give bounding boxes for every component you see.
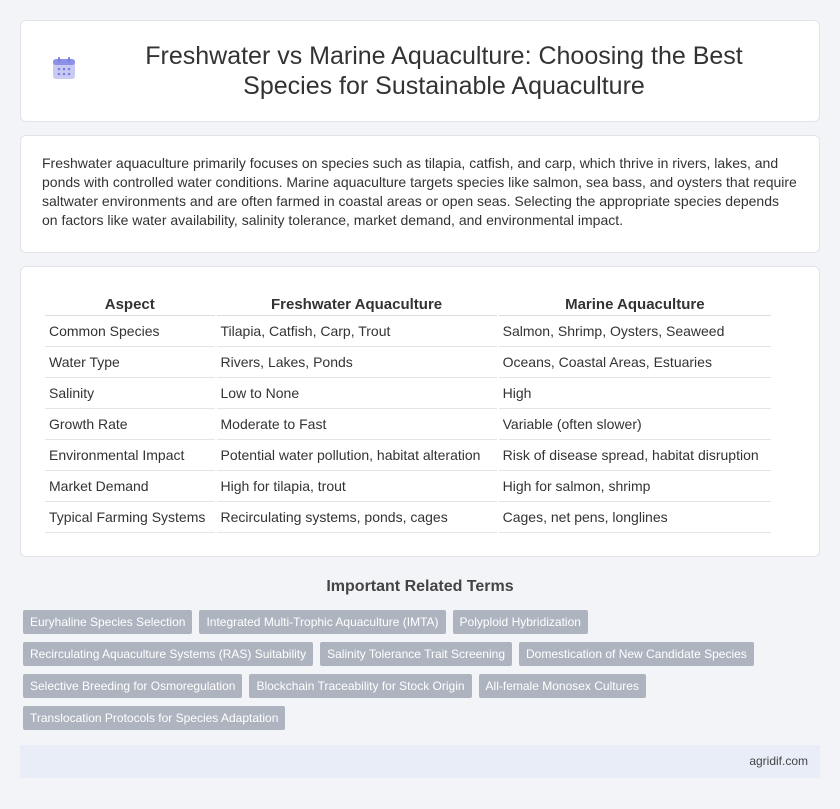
table-cell: Salmon, Shrimp, Oysters, Seaweed bbox=[499, 316, 771, 347]
header-card bbox=[20, 20, 820, 122]
related-term-tag[interactable]: Integrated Multi-Trophic Aquaculture (IMTA) bbox=[199, 610, 445, 634]
table-cell: High for tilapia, trout bbox=[217, 471, 497, 502]
table-cell: Recirculating systems, ponds, cages bbox=[217, 502, 497, 533]
table-cell: Common Species bbox=[45, 316, 215, 347]
related-term-tag[interactable]: Domestication of New Candidate Species bbox=[519, 642, 754, 666]
table-cell: High bbox=[499, 378, 771, 409]
table-cell: Cages, net pens, longlines bbox=[499, 502, 771, 533]
table-row bbox=[45, 471, 771, 502]
table-cell: Tilapia, Catfish, Carp, Trout bbox=[217, 316, 497, 347]
related-terms-list bbox=[23, 610, 803, 738]
table-cell: Water Type bbox=[45, 347, 215, 378]
related-term-tag[interactable]: Recirculating Aquaculture Systems (RAS) Suitability bbox=[23, 642, 313, 666]
table-row bbox=[45, 347, 771, 378]
table-cell: Environmental Impact bbox=[45, 440, 215, 471]
table-row bbox=[45, 378, 771, 409]
related-term-tag[interactable]: Blockchain Traceability for Stock Origin bbox=[249, 674, 471, 698]
table-row bbox=[45, 409, 771, 440]
column-header-aspect: Aspect bbox=[45, 294, 215, 316]
table-cell: Oceans, Coastal Areas, Estuaries bbox=[499, 347, 771, 378]
table-cell: Growth Rate bbox=[45, 409, 215, 440]
related-term-tag[interactable]: Translocation Protocols for Species Adaptation bbox=[23, 706, 285, 730]
related-term-tag[interactable]: Salinity Tolerance Trait Screening bbox=[320, 642, 512, 666]
table-cell: Moderate to Fast bbox=[217, 409, 497, 440]
table-cell: Variable (often slower) bbox=[499, 409, 771, 440]
table-cell: Salinity bbox=[45, 378, 215, 409]
related-term-tag[interactable]: Polyploid Hybridization bbox=[453, 610, 588, 634]
footer bbox=[20, 745, 820, 778]
comparison-table-card bbox=[20, 266, 820, 557]
table-cell: High for salmon, shrimp bbox=[499, 471, 771, 502]
table-cell: Typical Farming Systems bbox=[45, 502, 215, 533]
table-row bbox=[45, 316, 771, 347]
intro-text: Freshwater aquaculture primarily focuses on species such as tilapia, catfish, and carp, which thrive in rivers, lakes, and ponds with controlled water conditions. Marine aquaculture targets species like salmon, sea bass, and oysters that require saltwater environments and are often farmed in coastal areas or open seas. Selecting the appropriate species depends on factors like water availability, salinity tolerance, market demand, and environmental impact. bbox=[42, 155, 797, 228]
related-term-tag[interactable]: Euryhaline Species Selection bbox=[23, 610, 192, 634]
related-terms-title: Important Related Terms bbox=[326, 578, 514, 595]
calendar-icon bbox=[51, 55, 77, 81]
table-cell: Market Demand bbox=[45, 471, 215, 502]
table-cell: Risk of disease spread, habitat disruption bbox=[499, 440, 771, 471]
column-header-freshwater: Freshwater Aquaculture bbox=[217, 294, 497, 316]
table-cell: Rivers, Lakes, Ponds bbox=[217, 347, 497, 378]
comparison-table bbox=[43, 294, 773, 533]
table-row bbox=[45, 502, 771, 533]
column-header-marine: Marine Aquaculture bbox=[499, 294, 771, 316]
table-header-row bbox=[45, 294, 771, 316]
footer-site-link[interactable]: agridif.com bbox=[749, 754, 808, 768]
table-row bbox=[45, 440, 771, 471]
related-term-tag[interactable]: All-female Monosex Cultures bbox=[479, 674, 646, 698]
table-cell: Potential water pollution, habitat alteration bbox=[217, 440, 497, 471]
table-cell: Low to None bbox=[217, 378, 497, 409]
page-title: Freshwater vs Marine Aquaculture: Choosing the Best Species for Sustainable Aquaculture bbox=[145, 42, 743, 100]
related-term-tag[interactable]: Selective Breeding for Osmoregulation bbox=[23, 674, 242, 698]
intro-card bbox=[20, 135, 820, 253]
